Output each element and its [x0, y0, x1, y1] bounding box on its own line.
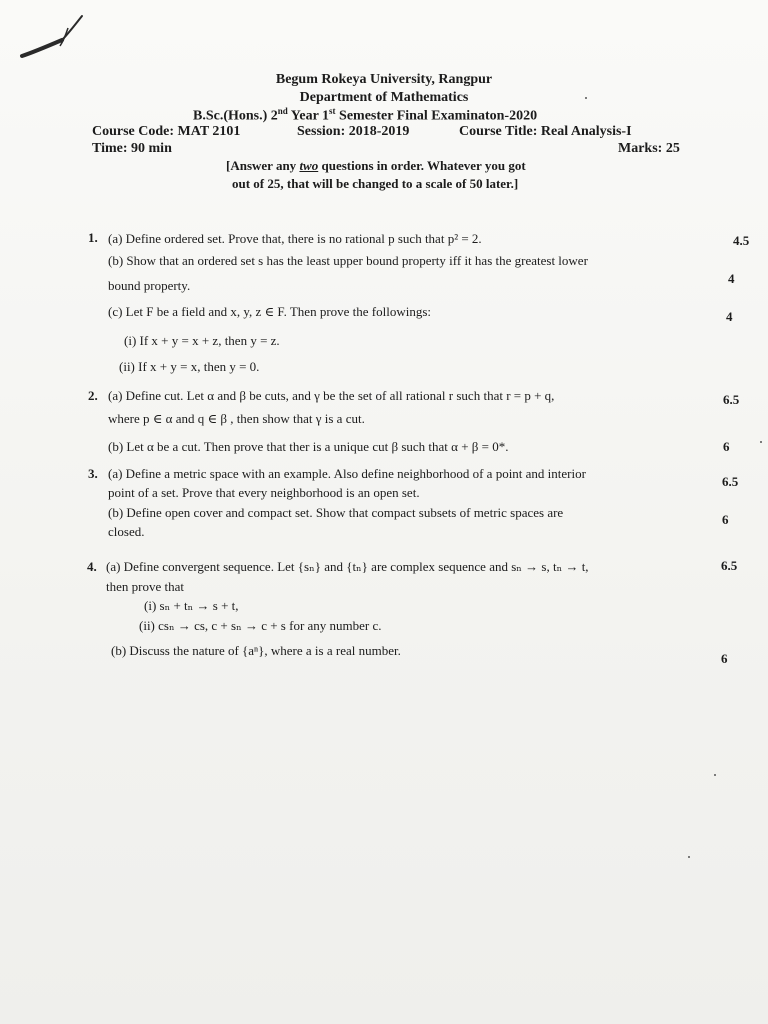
scan-speck	[760, 441, 762, 443]
question-1c-ii: (ii) If x + y = x, then y = 0.	[119, 359, 260, 374]
exam-title-sup-st: st	[329, 106, 336, 116]
question-1-number: 1.	[88, 230, 98, 245]
total-marks: Marks: 25	[618, 141, 680, 156]
question-4a-line-1: (a) Define convergent sequence. Let {sₙ} and {tₙ} are complex sequence and sₙ → s, tₙ → t,	[106, 559, 589, 574]
question-1a: (a) Define ordered set. Prove that, there is no rational p such that p² = 2.	[108, 231, 482, 246]
question-2a-line-1: (a) Define cut. Let α and β be cuts, and γ be the set of all rational r such that r = p + q,	[108, 388, 555, 403]
question-4b-marks: 6	[721, 651, 728, 666]
instruction-part-b: questions in order. Whatever you got	[318, 158, 526, 173]
exam-title-prefix: B.Sc.(Hons.) 2	[193, 108, 278, 124]
question-3b-marks: 6	[722, 512, 729, 527]
question-4b: (b) Discuss the nature of {aⁿ}, where a is a real number.	[111, 643, 401, 658]
question-4a-i: (i) sₙ + tₙ → s + t,	[144, 598, 239, 613]
question-4-number: 4.	[87, 559, 97, 574]
scan-speck	[714, 774, 716, 776]
scan-speck	[688, 856, 690, 858]
course-code: Course Code: MAT 2101	[92, 124, 241, 139]
instruction-line-1	[226, 158, 526, 174]
question-1c: (c) Let F be a field and x, y, z ∈ F. Then prove the followings:	[108, 304, 432, 319]
question-2a-marks: 6.5	[723, 392, 740, 407]
handwritten-tick-mark	[16, 14, 106, 74]
instruction-line-2: out of 25, that will be changed to a scale of 50 later.]	[232, 176, 519, 191]
question-3-number: 3.	[88, 466, 98, 481]
question-3b-line-2: closed.	[108, 524, 145, 539]
question-4a-marks: 6.5	[721, 558, 738, 573]
exam-title-mid: Year 1	[287, 108, 330, 124]
question-1b-line-2: bound property.	[108, 278, 191, 293]
question-1b-marks: 4	[728, 271, 735, 286]
question-2b-marks: 6	[723, 439, 730, 454]
department-name: Department of Mathematics	[299, 90, 469, 105]
exam-title	[193, 106, 537, 125]
university-name: Begum Rokeya University, Rangpur	[275, 72, 493, 87]
question-3a-line-1: (a) Define a metric space with an example. Also define neighborhood of a point and interior	[108, 466, 586, 481]
exam-time: Time: 90 min	[92, 141, 172, 156]
course-title: Course Title: Real Analysis-I	[459, 124, 632, 139]
instruction-two: two	[299, 158, 319, 173]
question-2-number: 2.	[88, 388, 98, 403]
question-1b-line-1: (b) Show that an ordered set s has the least upper bound property iff it has the greatest lower	[108, 253, 588, 268]
session: Session: 2018-2019	[297, 124, 410, 139]
question-2a-line-2: where p ∈ α and q ∈ β , then show that γ is a cut.	[108, 411, 365, 426]
question-3b-line-1: (b) Define open cover and compact set. Show that compact subsets of metric spaces are	[108, 505, 564, 520]
question-1c-i: (i) If x + y = x + z, then y = z.	[124, 333, 280, 348]
question-4a-line-2: then prove that	[106, 579, 184, 594]
question-4a-ii: (ii) csₙ → cs, c + sₙ → c + s for any number c.	[139, 618, 382, 633]
exam-title-sup-nd: nd	[277, 106, 288, 116]
question-1c-marks: 4	[726, 309, 733, 324]
question-1a-marks: 4.5	[733, 233, 750, 248]
scan-speck	[585, 97, 587, 99]
exam-title-suffix: Semester Final Examinaton-2020	[335, 108, 538, 124]
instruction-part-a: [Answer any	[226, 158, 300, 173]
question-2b: (b) Let α be a cut. Then prove that ther is a unique cut β such that α + β = 0*.	[108, 439, 509, 454]
question-3a-marks: 6.5	[722, 474, 739, 489]
question-3a-line-2: point of a set. Prove that every neighborhood is an open set.	[108, 485, 420, 500]
